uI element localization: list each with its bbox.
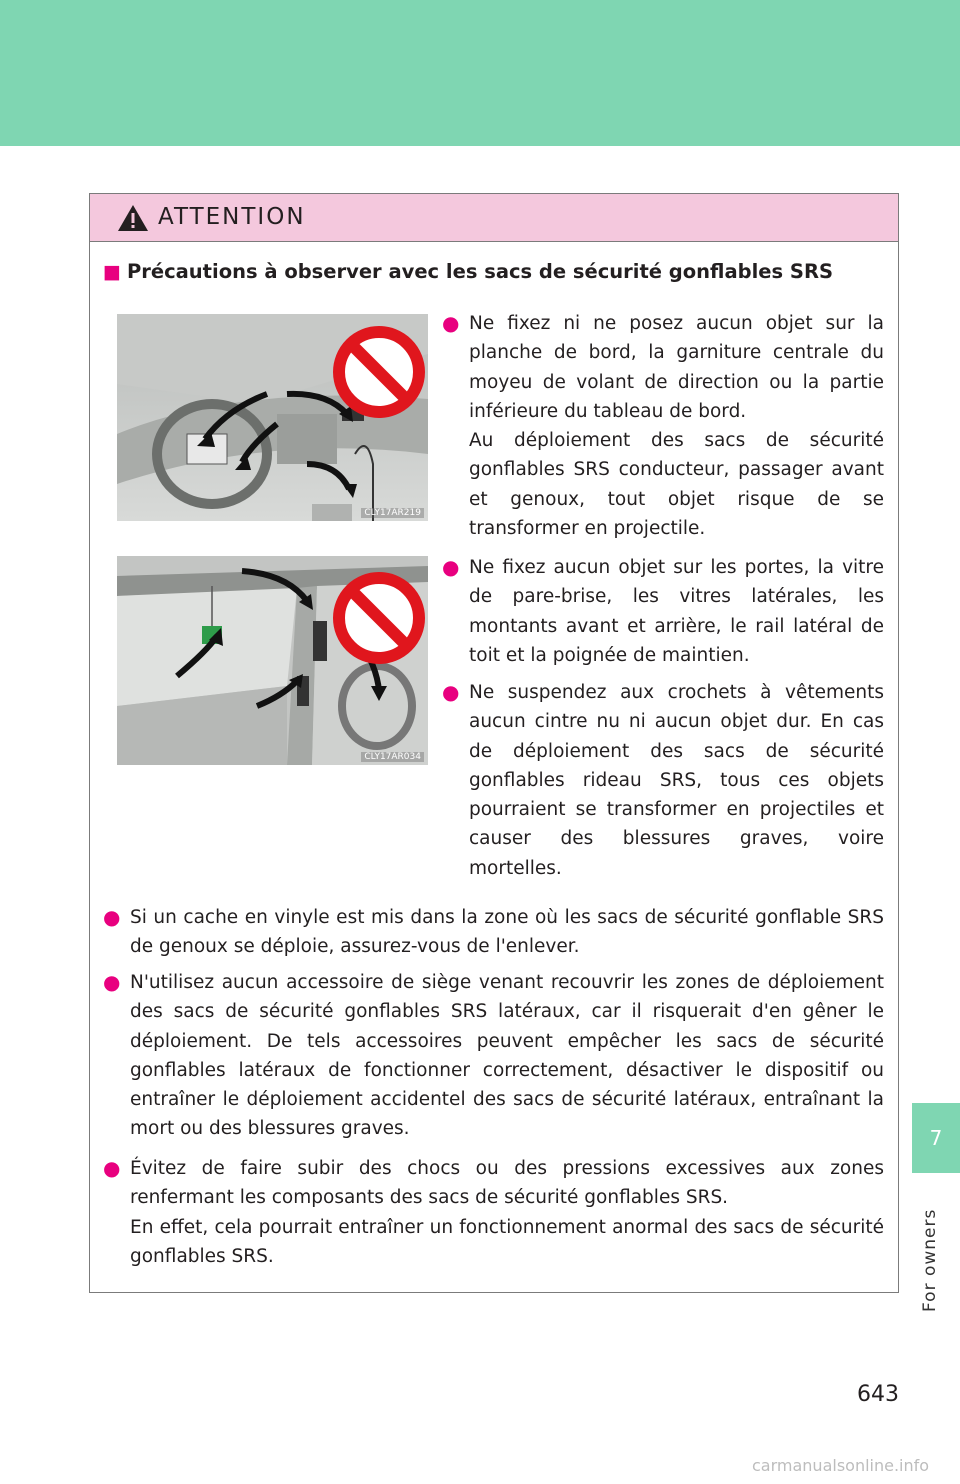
chapter-tab: [912, 1103, 960, 1173]
figure-code: CLY17AR219: [361, 508, 424, 518]
figure-dashboard: [117, 314, 428, 521]
section-heading: [103, 260, 833, 283]
bullet-item: [442, 309, 884, 543]
chapter-label: For owners: [920, 1208, 940, 1312]
warning-header: [90, 194, 898, 242]
top-color-band: [0, 0, 960, 146]
bullet-dot-icon: ●: [103, 1156, 121, 1180]
bullet-text: Ne fixez ni ne posez aucun objet sur la planche de bord, la garniture centrale du moyeu de volant de direction ou la partie inférieure du tableau de bord.: [469, 313, 884, 422]
dashboard-illustration: [117, 314, 428, 521]
bullet-text: Ne fixez aucun objet sur les portes, la vitre de pare-brise, les vitres latérales, les montants avant et arrière, le rail latéral de toit et la poignée de maintien.: [469, 557, 884, 666]
bullet-text: Ne suspendez aux crochets à vêtements aucun cintre nu ni aucun objet dur. En cas de déploiement des sacs de sécurité gonflables rideau SRS, tous ces objets pourraient se transformer en projectiles et causer des blessures graves, voire mortelles.: [469, 682, 884, 879]
warning-title: ATTENTION: [158, 204, 306, 230]
section-square-icon: ■: [103, 261, 121, 283]
bullet-text: En effet, cela pourrait entraîner un fonctionnement anormal des sacs de sécurité gonflables SRS.: [130, 1216, 884, 1267]
door-pillar-illustration: [117, 556, 428, 765]
bullet-item: [103, 968, 884, 1144]
bullet-text: Évitez de faire subir des chocs ou des pressions excessives aux zones renfermant les composants des sacs de sécurité gonflables SRS.: [130, 1158, 884, 1209]
figure-code: CLY17AR034: [361, 752, 424, 762]
bullet-item: [103, 903, 884, 962]
bullet-dot-icon: ●: [442, 555, 460, 579]
page-number: 643: [857, 1382, 899, 1407]
bullet-item: [442, 678, 884, 883]
section-heading-text: Précautions à observer avec les sacs de sécurité gonflables SRS: [126, 260, 834, 283]
bullet-text: Si un cache en vinyle est mis dans la zone où les sacs de sécurité gonflable SRS de genoux se déploie, assurez-vous de l'enlever.: [130, 907, 884, 958]
bullet-dot-icon: ●: [442, 311, 460, 335]
bullet-dot-icon: ●: [103, 905, 121, 929]
bullet-dot-icon: ●: [103, 970, 121, 994]
figure-door-pillar: [117, 556, 428, 765]
bullet-text: Au déploiement des sacs de sécurité gonflables SRS conducteur, passager avant et genoux, tout objet risque de se transformer en projectile.: [469, 430, 884, 540]
warning-box: [89, 193, 899, 1293]
warning-triangle-icon: [116, 203, 150, 233]
watermark: carmanualsonline.info: [752, 1456, 930, 1475]
bullet-item: [103, 1154, 884, 1271]
chapter-number: 7: [929, 1126, 943, 1150]
bullet-item: [442, 553, 884, 670]
bullet-dot-icon: ●: [442, 680, 460, 704]
bullet-text: N'utilisez aucun accessoire de siège venant recouvrir les zones de déploiement des sacs de sécurité gonflables SRS latéraux, car il risquerait d'en gêner le déploiement. De tels accessoires peuvent empêcher les sacs de sécurité gonflables latéraux de fonctionner correctement, désactiver le dispositif ou entraîner le déploiement accidentel des sacs de sécurité latéraux, entraînant la mort ou des blessures graves.: [130, 972, 884, 1140]
